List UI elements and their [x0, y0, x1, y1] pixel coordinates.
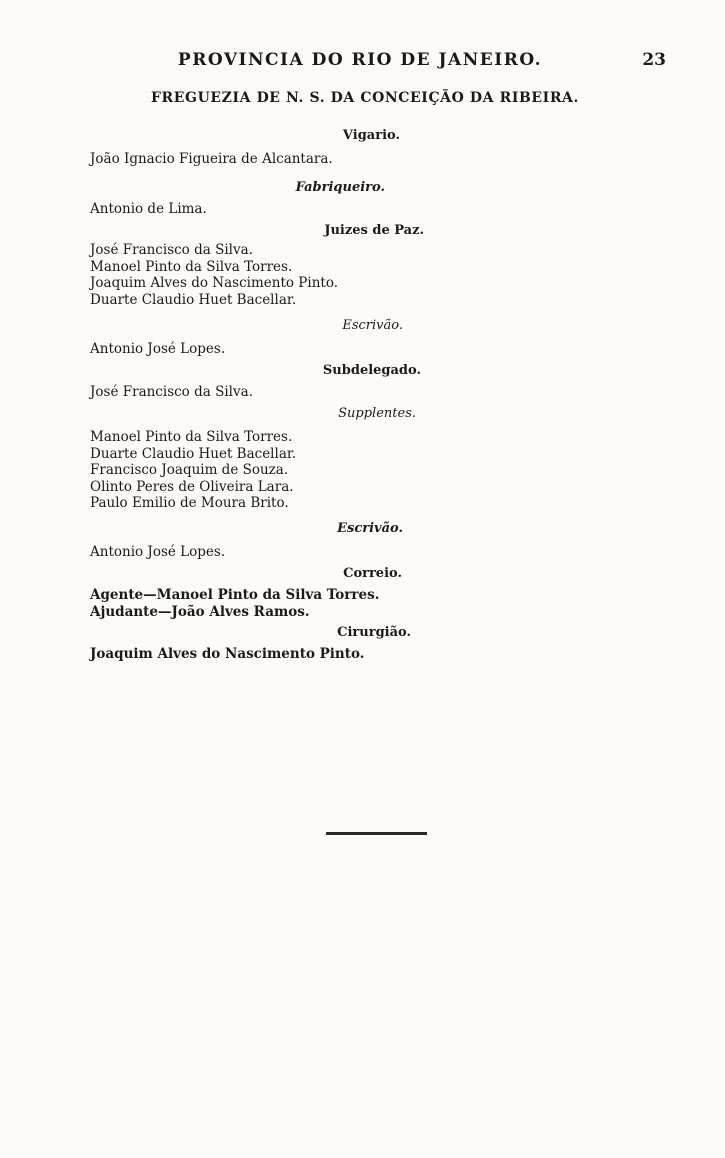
office-heading-fabriqueiro: Fabriqueiro.: [295, 180, 385, 195]
parish-heading: FREGUEZIA DE N. S. DA CONCEIÇÃO DA RIBEIRA.: [150, 90, 579, 106]
page-number: 23: [642, 50, 666, 70]
names-fabriqueiro: [90, 201, 470, 218]
office-heading-cirurgiao: Cirurgião.: [337, 625, 411, 640]
name-entry: Paulo Emilio de Moura Brito.: [90, 495, 289, 512]
office-heading-vigario: Vigario.: [342, 128, 400, 143]
name-entry: Duarte Claudio Huet Bacellar.: [90, 445, 297, 462]
running-title: PROVINCIA DO RIO DE JANEIRO.: [177, 50, 543, 70]
names-escrivao: [90, 341, 470, 358]
names-cirurgiao: [90, 646, 470, 663]
names-supplentes: [90, 429, 470, 512]
name-entry: Manoel Pinto da Silva Torres.: [90, 258, 293, 275]
name-entry: Joaquim Alves do Nascimento Pinto.: [90, 646, 365, 662]
office-heading-escrivao-2: Escrivão.: [337, 521, 403, 536]
names-vigario: [90, 151, 470, 168]
name-entry: João Ignacio Figueira de Alcantara.: [90, 151, 333, 167]
name-entry: Antonio José Lopes.: [90, 341, 226, 357]
name-entry: Olinto Peres de Oliveira Lara.: [90, 478, 294, 495]
names-juizes-de-paz: [90, 242, 470, 308]
name-entry: José Francisco da Silva.: [90, 384, 253, 400]
name-entry: José Francisco da Silva.: [90, 242, 253, 258]
name-entry: Joaquim Alves do Nascimento Pinto.: [90, 275, 338, 292]
name-entry: Antonio José Lopes.: [90, 544, 226, 560]
closing-rule: [326, 832, 427, 835]
office-heading-subdelegado: Subdelegado.: [322, 363, 421, 378]
name-entry: Ajudante—João Alves Ramos.: [90, 603, 310, 620]
names-correio: [90, 587, 470, 620]
name-entry: Duarte Claudio Huet Bacellar.: [90, 291, 297, 308]
office-heading-supplentes: Supplentes.: [338, 406, 416, 421]
name-entry: Antonio de Lima.: [90, 201, 207, 217]
name-entry: Agente—Manoel Pinto da Silva Torres.: [90, 587, 380, 603]
name-entry: Manoel Pinto da Silva Torres.: [90, 429, 293, 445]
names-escrivao-2: [90, 544, 470, 561]
office-heading-juizes-de-paz: Juizes de Paz.: [324, 223, 424, 238]
office-heading-correio: Correio.: [343, 566, 402, 581]
office-heading-escrivao: Escrivão.: [342, 318, 403, 333]
name-entry: Francisco Joaquim de Souza.: [90, 462, 289, 479]
names-subdelegado: [90, 384, 470, 401]
